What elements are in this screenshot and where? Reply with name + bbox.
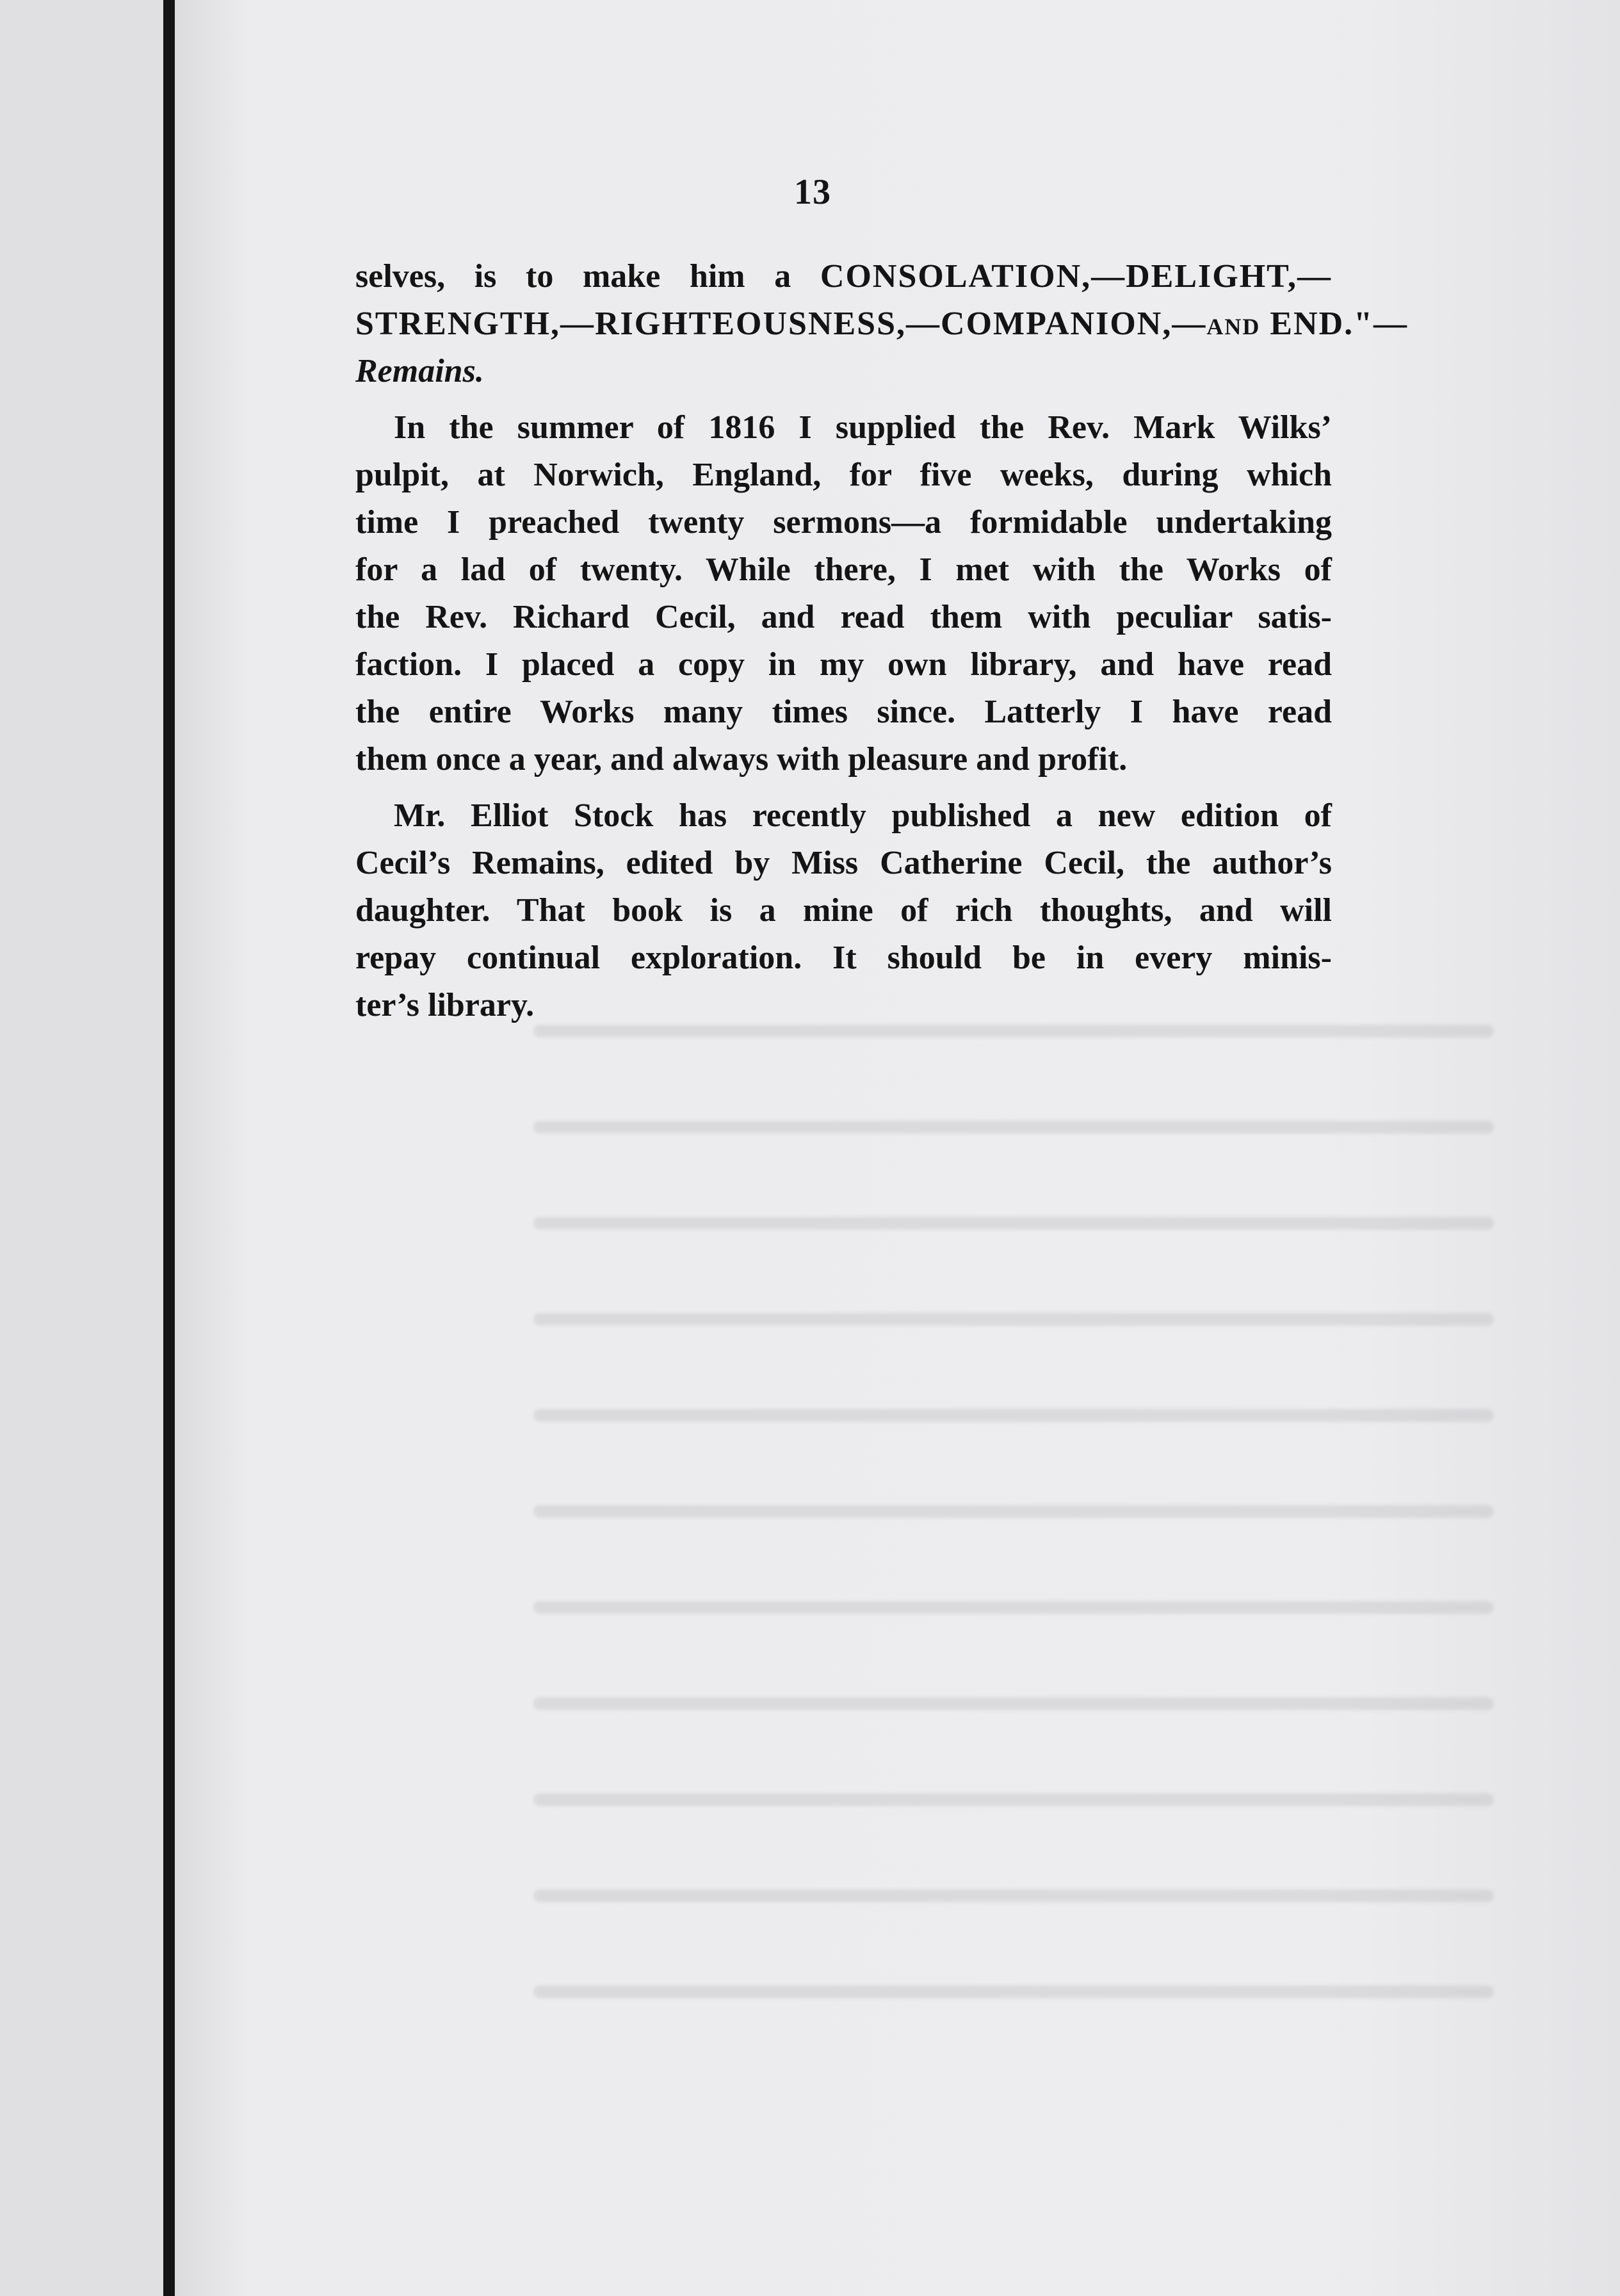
left-margin <box>0 0 163 2296</box>
paragraph-quote-end <box>355 253 1408 395</box>
text-line <box>355 300 1408 348</box>
text-line: them once a year, and always with pleasure and profit. <box>355 741 1128 778</box>
body-text <box>355 253 1408 1029</box>
text-line: time I preached twenty sermons—a formidable undertaking <box>355 504 1332 541</box>
text-line: faction. I placed a copy in my own library, and have read <box>355 646 1332 683</box>
text-line: for a lad of twenty. While there, I met with the Works of <box>355 551 1332 588</box>
small-caps-run: CONSOLATION,—DELIGHT,— <box>820 258 1332 295</box>
text-line: the entire Works many times since. Latterly I have read <box>355 694 1332 730</box>
show-through-from-reverse <box>533 1025 1494 2081</box>
text-line: daughter. That book is a mine of rich thoughts, and will <box>355 892 1332 929</box>
text-line: Remains. <box>355 353 484 389</box>
paragraph-stock-edition <box>355 792 1332 1029</box>
text-line: repay continual exploration. It should be in every minis- <box>355 940 1332 976</box>
book-spine <box>163 0 175 2296</box>
text-run: selves, is to make him a <box>355 258 820 295</box>
text-line: Cecil’s Remains, edited by Miss Catherine Cecil, the author’s <box>355 845 1332 881</box>
text-line: ter’s library. <box>355 987 535 1023</box>
text-line: In the summer of 1816 I supplied the Rev. Mark Wilks’ <box>394 409 1332 446</box>
text-line: the Rev. Richard Cecil, and read them with peculiar satis- <box>355 599 1332 635</box>
page-number: 13 <box>794 172 831 212</box>
small-caps-run: STRENGTH,—RIGHTEOUSNESS,—COMPANION,—and END."— <box>355 305 1408 342</box>
text-line: Mr. Elliot Stock has recently published a new edition of <box>394 797 1332 834</box>
text-line <box>355 253 1332 300</box>
text-line: pulpit, at Norwich, England, for five weeks, during which <box>355 457 1332 493</box>
paragraph-norwich <box>355 404 1332 783</box>
